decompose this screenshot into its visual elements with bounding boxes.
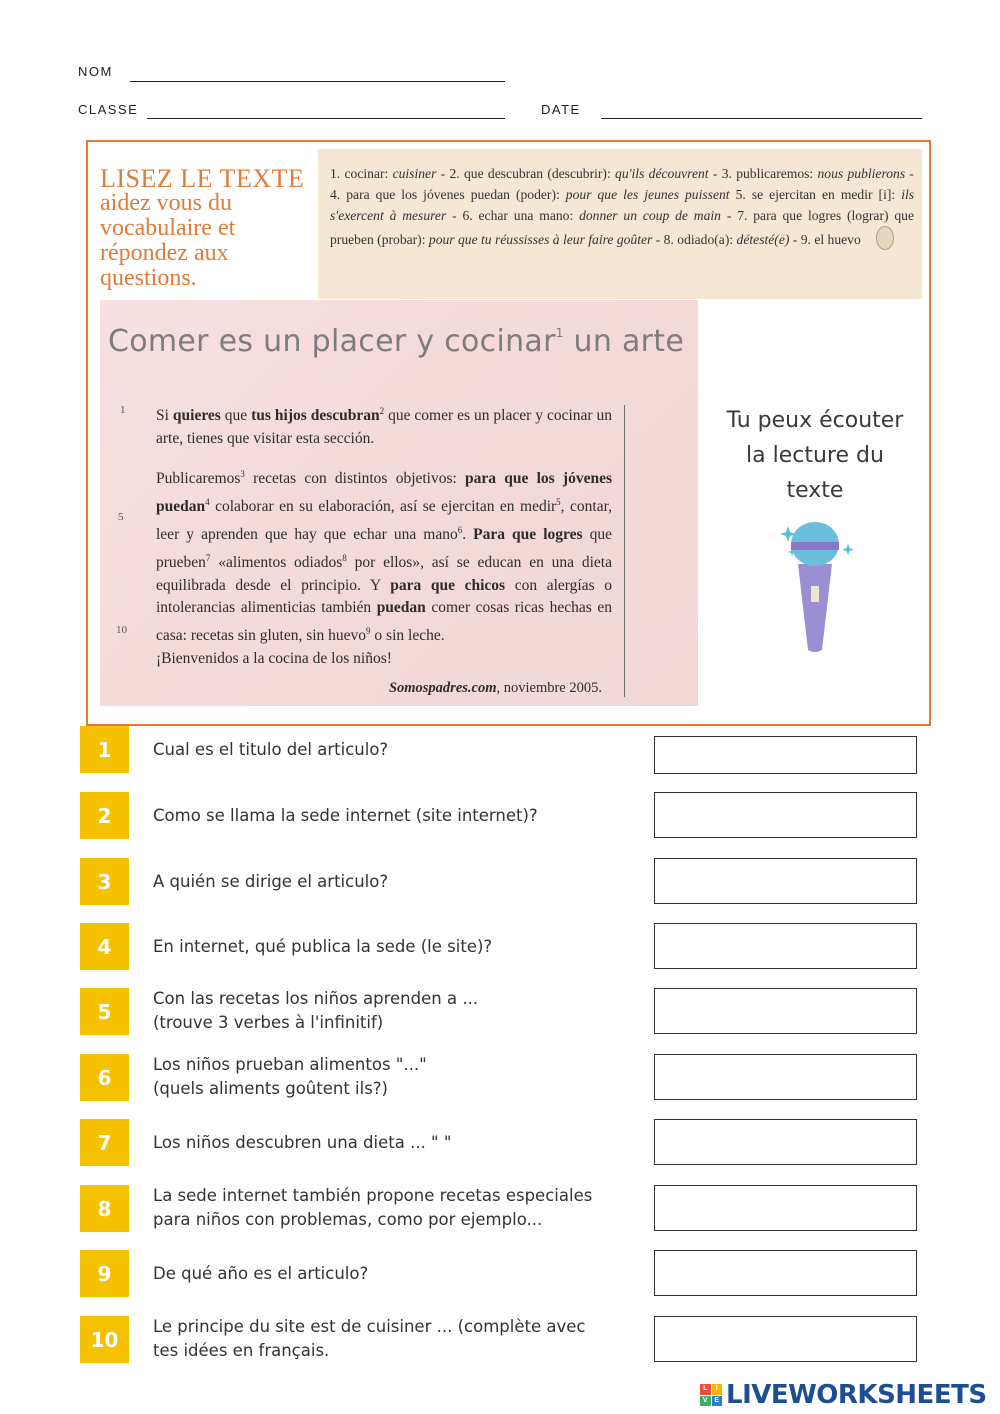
liveworksheets-logo: [700, 1380, 987, 1410]
article-title: Comer es un placer y cocinar$^1$ un arte: [108, 324, 685, 359]
question-text: Cual es el titulo del articulo?: [153, 740, 389, 759]
question-text: En internet, qué publica la sede (le site)?: [153, 937, 493, 956]
answer-field[interactable]: [654, 988, 917, 1034]
microphone-icon[interactable]: [770, 516, 860, 656]
question-text: Con las recetas los niños aprenden a ... (trouve 3 verbes à l'infinitif): [153, 989, 479, 1032]
instructions-text: aidez vous du vocabulaire et répondez aux questions.: [100, 190, 236, 291]
vocabulary-box: [318, 149, 922, 299]
question-number: 5: [80, 988, 129, 1035]
brand-icon: L I V E: [700, 1384, 722, 1406]
name-field[interactable]: [130, 62, 505, 82]
question-text: Como se llama la sede internet (site internet)?: [153, 806, 538, 825]
vocab-item: 1. cocinar: cuisiner -: [330, 166, 450, 181]
answer-field[interactable]: [654, 1316, 917, 1362]
vocab-item: 7. para que logres (lograr) que prueben (probar): pour que tu réussisses à leur faire goûter -: [330, 208, 914, 247]
answer-field[interactable]: [654, 858, 917, 904]
article-image: [100, 300, 698, 706]
vocab-item: 2. que descubran (descubrir): qu'ils découvrent -: [449, 166, 722, 181]
date-field[interactable]: [601, 99, 922, 119]
line-number: 1: [120, 404, 126, 416]
article-source: Somospadres.com, noviembre 2005.: [388, 680, 602, 696]
question-text: Los niños descubren una dieta ... " ": [153, 1133, 452, 1152]
question-number: 2: [80, 792, 129, 839]
question-text: Los niños prueban alimentos "..." (quels aliments goûtent ils?): [153, 1055, 427, 1098]
answer-field[interactable]: [654, 1250, 917, 1296]
question-number: 10: [80, 1316, 129, 1363]
brand-name: LIVEWORKSHEETS: [726, 1380, 987, 1410]
mic-band: [791, 542, 839, 550]
class-field[interactable]: [147, 99, 505, 119]
question-text: A quién se dirige el articulo?: [153, 872, 389, 891]
line-number: 10: [116, 624, 127, 636]
name-label: NOM: [78, 64, 113, 79]
class-label: CLASSE: [78, 102, 139, 117]
mic-handle: [798, 564, 832, 652]
vocab-item: 9. el huevo: [800, 232, 861, 247]
question-text: De qué año es el articulo?: [153, 1264, 369, 1283]
vocab-item: 3. publicaremos: nous publierons -: [721, 166, 914, 181]
question-number: 8: [80, 1185, 129, 1232]
column-rule: [624, 405, 625, 697]
instructions-title: LISEZ LE TEXTE: [100, 164, 305, 193]
answer-field[interactable]: [654, 792, 917, 838]
question-number: 6: [80, 1054, 129, 1101]
answer-field[interactable]: [654, 1185, 917, 1231]
question-number: 1: [80, 726, 129, 773]
answer-field[interactable]: [654, 923, 917, 969]
date-label: DATE: [541, 102, 581, 117]
question-text: La sede internet también propone recetas especiales para niños con problemas, como por ejemplo...: [153, 1186, 593, 1229]
vocab-item: 4. para que los jóvenes puedan (poder): pour que les jeunes puissent: [330, 187, 730, 202]
instructions: [100, 166, 315, 291]
listen-prompt: Tu peux écouter la lecture du texte: [726, 408, 904, 503]
mic-button: [811, 586, 819, 602]
question-number: 9: [80, 1250, 129, 1297]
answer-field[interactable]: [654, 1119, 917, 1165]
article-body: [156, 400, 612, 683]
egg-icon: [876, 226, 894, 250]
article-paragraph: Publicaremos$^3$ recetas con distintos objetivos: para que los jóvenes puedan$^4$ colaborar en su elaboración, así se ejercitan en medir$^5$, contar, leer y aprenden que hay que echar una mano$^6$. Para que logres que prueben$^7$ «alimentos odiados$^8$ por ellos», así se educan en una dieta equilibrada desde el principio. Y para que chicos con alergías o intolerancias alimenticias también puedan comer cosas ricas hechas en casa: recetas sin gluten, sin huevo$^9$ o sin leche. ¡Bienvenidos a la cocina de los niños!: [156, 468, 613, 668]
question-number: 4: [80, 923, 129, 970]
answer-field[interactable]: [654, 736, 917, 774]
question-number: 3: [80, 858, 129, 905]
vocab-item: 8. odiado(a): détesté(e) -: [663, 232, 801, 247]
vocab-item: 5. se ejercitan en medir [i]: ils s'exercent à mesurer -: [330, 187, 915, 223]
answer-field[interactable]: [654, 1054, 917, 1100]
article-paragraph: Si quieres que tus hijos descubran$^2$ que comer es un placer y cocinar un arte, tienes que visitar esta sección.: [156, 406, 612, 447]
line-number: 5: [118, 511, 124, 523]
question-number: 7: [80, 1119, 129, 1166]
vocab-item: 6. echar una mano: donner un coup de main -: [462, 208, 738, 223]
question-text: Le principe du site est de cuisiner ... (complète avec tes idées en français.: [153, 1317, 586, 1360]
